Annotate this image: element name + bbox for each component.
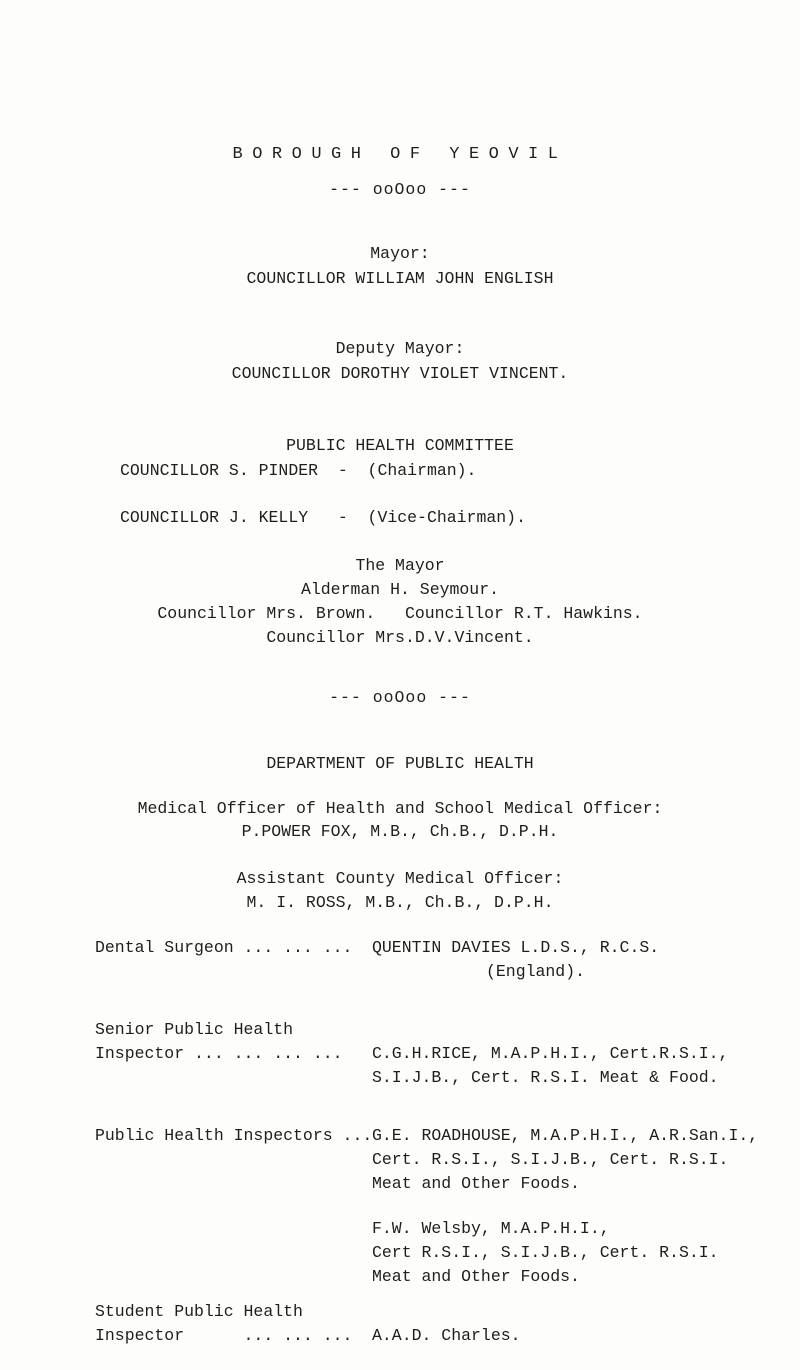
acmo-label: Assistant County Medical Officer: [236,869,564,888]
dental-surgeon-name: QUENTIN DAVIES L.D.S., R.C.S. [372,938,660,957]
senior-phi-qualifications: S.I.J.B., Cert. R.S.I. Meat & Food. [372,1068,719,1087]
student-phi-label: Student Public Health [95,1302,303,1321]
committee-chairman: COUNCILLOR S. PINDER - (Chairman). [120,461,477,480]
borough-title: BOROUGH OF YEOVIL [232,145,568,164]
acmo-name: M. I. ROSS, M.B., Ch.B., D.P.H. [246,893,554,912]
dental-surgeon-qualifier: (England). [486,962,586,981]
phi-1-qualifications: Cert. R.S.I., S.I.J.B., Cert. R.S.I. [372,1150,729,1169]
student-phi-name: A.A.D. Charles. [372,1326,521,1345]
committee-member: Councillor Mrs.D.V.Vincent. [266,628,534,647]
phi-1-qualifications: Meat and Other Foods. [372,1174,580,1193]
committee-member: The Mayor [355,556,445,575]
deputy-mayor-name: COUNCILLOR DOROTHY VIOLET VINCENT. [231,364,569,383]
student-phi-label: Inspector ... ... ... [95,1326,353,1345]
phi-1-name: G.E. ROADHOUSE, M.A.P.H.I., A.R.San.I., [372,1126,759,1145]
phi-label: Public Health Inspectors ... [95,1126,373,1145]
mayor-name: COUNCILLOR WILLIAM JOHN ENGLISH [246,269,554,288]
mayor-label: Mayor: [370,244,430,263]
senior-phi-label: Senior Public Health [95,1020,294,1039]
senior-phi-label: Inspector ... ... ... ... [95,1044,343,1063]
dental-surgeon-label: Dental Surgeon ... ... ... [95,938,353,957]
moh-label: Medical Officer of Health and School Medical Officer: [137,799,663,818]
separator-middle: --- ooOoo --- [329,688,471,707]
separator-top: --- ooOoo --- [329,180,471,199]
committee-member: Alderman H. Seymour. [300,580,500,599]
phi-2-name: F.W. Welsby, M.A.P.H.I., [372,1219,610,1238]
senior-phi-name: C.G.H.RICE, M.A.P.H.I., Cert.R.S.I., [372,1044,729,1063]
phi-2-qualifications: Cert R.S.I., S.I.J.B., Cert. R.S.I. [372,1243,719,1262]
moh-name: P.POWER FOX, M.B., Ch.B., D.P.H. [241,822,559,841]
committee-member: Councillor Mrs. Brown. Councillor R.T. Hawkins. [157,604,643,623]
phi-2-qualifications: Meat and Other Foods. [372,1267,580,1286]
deputy-mayor-label: Deputy Mayor: [335,339,465,358]
department-heading: DEPARTMENT OF PUBLIC HEALTH [266,754,534,773]
committee-heading: PUBLIC HEALTH COMMITTEE [286,436,514,455]
committee-vice-chairman: COUNCILLOR J. KELLY - (Vice-Chairman). [120,508,526,527]
